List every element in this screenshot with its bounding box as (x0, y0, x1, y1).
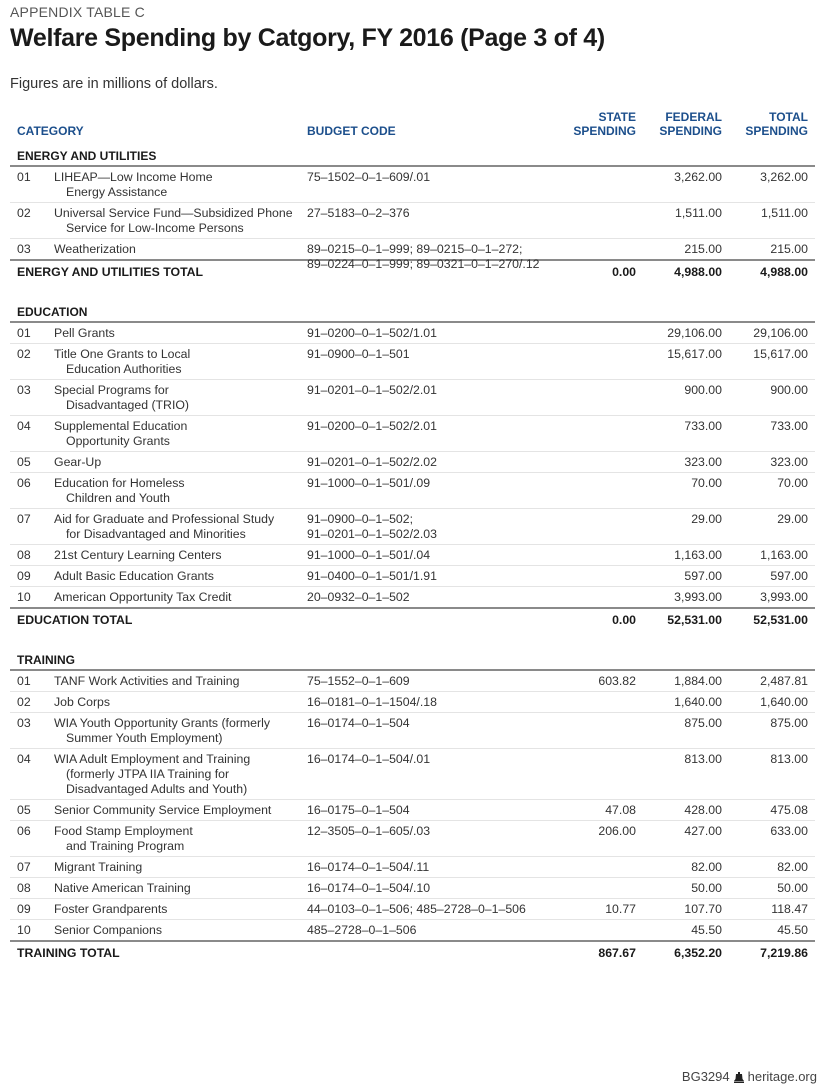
federal-spending: 597.00 (684, 569, 722, 583)
program-name-line: Education Authorities (66, 362, 182, 376)
program-name-line: TANF Work Activities and Training (54, 674, 240, 688)
table-section (10, 652, 815, 963)
total-spending: 29.00 (777, 512, 808, 526)
total-spending: 633.00 (770, 824, 808, 838)
total-spending-total: 7,219.86 (760, 946, 808, 960)
state-spending: 47.08 (605, 803, 636, 817)
program-name-line: Special Programs for (54, 383, 169, 397)
budget-code (307, 695, 567, 710)
federal-spending: 900.00 (684, 383, 722, 397)
budget-code (307, 569, 567, 584)
budget-code-line: 91–0201–0–1–502/2.03 (307, 527, 437, 541)
section-title: EDUCATION (10, 304, 815, 323)
column-header-budget-code: BUDGET CODE (307, 124, 396, 138)
state-spending-total: 0.00 (612, 613, 636, 627)
program-name-line: 21st Century Learning Centers (54, 548, 222, 562)
row-number: 04 (17, 419, 31, 433)
budget-code (307, 923, 567, 938)
program-name-line: Summer Youth Employment) (66, 731, 223, 745)
table-row (10, 167, 815, 203)
column-header-state-spending (573, 110, 636, 138)
budget-code-line: 91–0900–0–1–502; (307, 512, 414, 526)
program-name (54, 923, 304, 938)
column-header-line: TOTAL (769, 110, 808, 124)
table-subtitle: Figures are in millions of dollars. (10, 76, 218, 92)
program-name (54, 716, 304, 746)
table-row (10, 380, 815, 416)
table-row (10, 899, 815, 920)
section-title: TRAINING (10, 652, 815, 671)
column-header-total-spending (745, 110, 808, 138)
program-name (54, 674, 304, 689)
total-spending-total: 52,531.00 (753, 613, 808, 627)
program-name-line: (formerly JTPA IIA Training for (66, 767, 230, 781)
row-number: 01 (17, 326, 31, 340)
total-spending: 3,993.00 (760, 590, 808, 604)
row-number: 06 (17, 476, 31, 490)
section-spacer (10, 630, 815, 652)
column-header-line: FEDERAL (665, 110, 722, 124)
table-section (10, 304, 815, 630)
program-name-line: WIA Adult Employment and Training (54, 752, 251, 766)
program-name-line: for Disadvantaged and Minorities (66, 527, 246, 541)
program-name-line: Food Stamp Employment (54, 824, 193, 838)
program-name (54, 752, 304, 797)
budget-code (307, 881, 567, 896)
budget-code-line: 89–0215–0–1–999; 89–0215–0–1–272; (307, 242, 523, 256)
federal-spending: 733.00 (684, 419, 722, 433)
row-number: 06 (17, 824, 31, 838)
state-spending: 603.82 (598, 674, 636, 688)
state-spending-total: 0.00 (612, 265, 636, 279)
budget-code-line: 91–0900–0–1–501 (307, 347, 410, 361)
total-spending: 1,511.00 (761, 206, 808, 220)
total-spending: 1,163.00 (760, 548, 808, 562)
budget-code-line: 16–0181–0–1–1504/.18 (307, 695, 437, 709)
total-spending: 82.00 (777, 860, 808, 874)
budget-code (307, 455, 567, 470)
program-name-line: Aid for Graduate and Professional Study (54, 512, 275, 526)
row-number: 03 (17, 716, 31, 730)
section-title: ENERGY AND UTILITIES (10, 148, 815, 167)
budget-code (307, 752, 567, 767)
budget-code (307, 716, 567, 731)
table-row (10, 857, 815, 878)
total-spending: 45.50 (777, 923, 808, 937)
state-spending: 206.00 (598, 824, 636, 838)
total-spending-total: 4,988.00 (760, 265, 808, 279)
federal-spending: 1,884.00 (674, 674, 722, 688)
table-row (10, 749, 815, 800)
program-name-line: WIA Youth Opportunity Grants (formerly (54, 716, 270, 730)
program-name (54, 206, 304, 236)
row-number: 03 (17, 242, 31, 256)
column-header-line: STATE (598, 110, 636, 124)
program-name-line: Adult Basic Education Grants (54, 569, 214, 583)
total-spending: 733.00 (770, 419, 808, 433)
budget-code (307, 347, 567, 362)
budget-code (307, 860, 567, 875)
budget-code-line: 12–3505–0–1–605/.03 (307, 824, 431, 838)
budget-code (307, 512, 567, 542)
program-name-line: Disadvantaged (TRIO) (66, 398, 190, 412)
row-number: 02 (17, 695, 31, 709)
column-header-line: SPENDING (745, 124, 808, 138)
budget-code (307, 902, 567, 917)
budget-code-line: 20–0932–0–1–502 (307, 590, 410, 604)
federal-spending: 428.00 (684, 803, 722, 817)
row-number: 10 (17, 923, 31, 937)
total-spending: 29,106.00 (753, 326, 808, 340)
federal-spending: 29,106.00 (667, 326, 722, 340)
program-name-line: American Opportunity Tax Credit (54, 590, 232, 604)
budget-code (307, 674, 567, 689)
table-kicker: APPENDIX TABLE C (10, 4, 145, 20)
table-row (10, 920, 815, 942)
row-number: 10 (17, 590, 31, 604)
federal-spending-total: 4,988.00 (674, 265, 722, 279)
page-title: Welfare Spending by Catgory, FY 2016 (Page 3 of 4) (10, 24, 605, 52)
federal-spending: 82.00 (691, 860, 722, 874)
program-name-line: Supplemental Education (54, 419, 188, 433)
budget-code-line: 91–1000–0–1–501/.04 (307, 548, 431, 562)
budget-code (307, 170, 567, 185)
column-header-category: CATEGORY (17, 124, 84, 138)
budget-code-line: 16–0174–0–1–504/.01 (307, 752, 431, 766)
total-spending: 323.00 (770, 455, 808, 469)
federal-spending: 107.70 (684, 902, 722, 916)
section-total-label: TRAINING TOTAL (17, 946, 120, 960)
state-spending-total: 867.67 (598, 946, 636, 960)
program-name (54, 242, 304, 257)
budget-code-line: 91–0201–0–1–502/2.01 (307, 383, 437, 397)
table-row (10, 566, 815, 587)
section-total-label: ENERGY AND UTILITIES TOTAL (17, 265, 204, 279)
program-name-line: Universal Service Fund—Subsidized Phone (54, 206, 293, 220)
budget-code-line: 16–0175–0–1–504 (307, 803, 410, 817)
table-row (10, 416, 815, 452)
federal-spending: 15,617.00 (667, 347, 722, 361)
program-name (54, 695, 304, 710)
row-number: 02 (17, 206, 31, 220)
total-spending: 813.00 (770, 752, 808, 766)
federal-spending-total: 52,531.00 (667, 613, 722, 627)
table-row (10, 239, 815, 271)
row-number: 03 (17, 383, 31, 397)
program-name (54, 860, 304, 875)
table-row (10, 671, 815, 692)
program-name-line: Senior Companions (54, 923, 163, 937)
budget-code-line: 89–0224–0–1–999; 89–0321–0–1–270/.12 (307, 257, 540, 271)
budget-code-line: 91–1000–0–1–501/.09 (307, 476, 431, 490)
program-name-line: Service for Low-Income Persons (66, 221, 244, 235)
program-name (54, 881, 304, 896)
federal-spending: 215.00 (684, 242, 722, 256)
federal-spending: 70.00 (691, 476, 722, 490)
program-name (54, 170, 304, 200)
budget-code (307, 803, 567, 818)
table-section (10, 148, 815, 282)
federal-spending: 3,262.00 (674, 170, 722, 184)
federal-spending: 323.00 (684, 455, 722, 469)
program-name-line: Opportunity Grants (66, 434, 170, 448)
budget-code-line: 91–0200–0–1–502/2.01 (307, 419, 437, 433)
table-row (10, 692, 815, 713)
program-name (54, 419, 304, 449)
budget-code (307, 824, 567, 839)
table-row (10, 509, 815, 545)
program-name-line: Gear-Up (54, 455, 102, 469)
table-row (10, 587, 815, 609)
row-number: 02 (17, 347, 31, 361)
budget-code-line: 75–1502–0–1–609/.01 (307, 170, 431, 184)
budget-code-line: 91–0400–0–1–501/1.91 (307, 569, 437, 583)
spending-table (10, 148, 815, 963)
total-spending: 1,640.00 (760, 695, 808, 709)
program-name-line: Title One Grants to Local (54, 347, 191, 361)
program-name (54, 476, 304, 506)
program-name (54, 902, 304, 917)
program-name-line: Job Corps (54, 695, 111, 709)
table-row (10, 878, 815, 899)
liberty-bell-icon (734, 1071, 744, 1082)
budget-code-line: 485–2728–0–1–506 (307, 923, 417, 937)
program-name-line: Children and Youth (66, 491, 170, 505)
table-row (10, 203, 815, 239)
section-spacer (10, 282, 815, 304)
program-name-line: Native American Training (54, 881, 191, 895)
table-row (10, 545, 815, 566)
row-number: 07 (17, 512, 31, 526)
federal-spending: 50.00 (691, 881, 722, 895)
total-spending: 50.00 (777, 881, 808, 895)
program-name (54, 803, 304, 818)
column-header-line: SPENDING (659, 124, 722, 138)
table-row (10, 800, 815, 821)
total-spending: 597.00 (770, 569, 808, 583)
budget-code-line: 75–1552–0–1–609 (307, 674, 410, 688)
federal-spending-total: 6,352.20 (674, 946, 722, 960)
program-name (54, 548, 304, 563)
row-number: 08 (17, 881, 31, 895)
federal-spending: 1,640.00 (674, 695, 722, 709)
table-row (10, 821, 815, 857)
total-spending: 3,262.00 (760, 170, 808, 184)
row-number: 04 (17, 752, 31, 766)
budget-code (307, 476, 567, 491)
table-row (10, 713, 815, 749)
row-number: 01 (17, 170, 31, 184)
table-row (10, 323, 815, 344)
program-name (54, 824, 304, 854)
budget-code (307, 548, 567, 563)
program-name (54, 455, 304, 470)
program-name (54, 569, 304, 584)
program-name (54, 512, 304, 542)
row-number: 05 (17, 455, 31, 469)
total-spending: 70.00 (777, 476, 808, 490)
federal-spending: 3,993.00 (674, 590, 722, 604)
table-row (10, 473, 815, 509)
program-name-line: Migrant Training (54, 860, 143, 874)
federal-spending: 813.00 (684, 752, 722, 766)
total-spending: 900.00 (770, 383, 808, 397)
total-spending: 2,487.81 (760, 674, 808, 688)
program-name-line: Education for Homeless (54, 476, 185, 490)
budget-code (307, 383, 567, 398)
section-total-label: EDUCATION TOTAL (17, 613, 133, 627)
total-spending: 875.00 (770, 716, 808, 730)
total-spending: 15,617.00 (753, 347, 808, 361)
budget-code-line: 27–5183–0–2–376 (307, 206, 410, 220)
federal-spending: 45.50 (691, 923, 722, 937)
program-name-line: Energy Assistance (66, 185, 168, 199)
budget-code-line: 16–0174–0–1–504/.10 (307, 881, 431, 895)
budget-code-line: 16–0174–0–1–504/.11 (307, 860, 430, 874)
report-id: BG3294 (681, 1069, 730, 1084)
column-header-line: SPENDING (573, 124, 636, 138)
program-name-line: LIHEAP—Low Income Home (54, 170, 213, 184)
budget-code-line: 91–0201–0–1–502/2.02 (307, 455, 437, 469)
row-number: 08 (17, 548, 31, 562)
section-total-row (10, 261, 815, 282)
federal-spending: 1,163.00 (674, 548, 722, 562)
section-total-row (10, 609, 815, 630)
table-row (10, 344, 815, 380)
budget-code-line: 91–0200–0–1–502/1.01 (307, 326, 437, 340)
footer (682, 1069, 817, 1084)
section-total-row (10, 942, 815, 963)
budget-code (307, 419, 567, 434)
program-name-line: Foster Grandparents (54, 902, 168, 916)
program-name (54, 347, 304, 377)
budget-code-line: 16–0174–0–1–504 (307, 716, 410, 730)
budget-code (307, 206, 567, 221)
site-link[interactable]: heritage.org (747, 1069, 817, 1084)
program-name (54, 383, 304, 413)
budget-code (307, 590, 567, 605)
state-spending: 10.77 (605, 902, 636, 916)
program-name-line: Disadvantaged Adults and Youth) (66, 782, 248, 796)
program-name-line: Pell Grants (54, 326, 115, 340)
budget-code-line: 44–0103–0–1–506; 485–2728–0–1–506 (307, 902, 526, 916)
row-number: 09 (17, 569, 31, 583)
federal-spending: 29.00 (691, 512, 722, 526)
row-number: 01 (17, 674, 31, 688)
program-name-line: and Training Program (66, 839, 185, 853)
total-spending: 475.08 (770, 803, 808, 817)
federal-spending: 875.00 (684, 716, 722, 730)
program-name-line: Weatherization (54, 242, 136, 256)
row-number: 05 (17, 803, 31, 817)
budget-code (307, 326, 567, 341)
column-headers (17, 108, 808, 138)
program-name (54, 590, 304, 605)
total-spending: 118.47 (771, 902, 808, 916)
federal-spending: 427.00 (684, 824, 722, 838)
total-spending: 215.00 (770, 242, 808, 256)
column-header-federal-spending (659, 110, 722, 138)
program-name (54, 326, 304, 341)
federal-spending: 1,511.00 (675, 206, 722, 220)
row-number: 09 (17, 902, 31, 916)
table-row (10, 452, 815, 473)
program-name-line: Senior Community Service Employment (54, 803, 272, 817)
row-number: 07 (17, 860, 31, 874)
